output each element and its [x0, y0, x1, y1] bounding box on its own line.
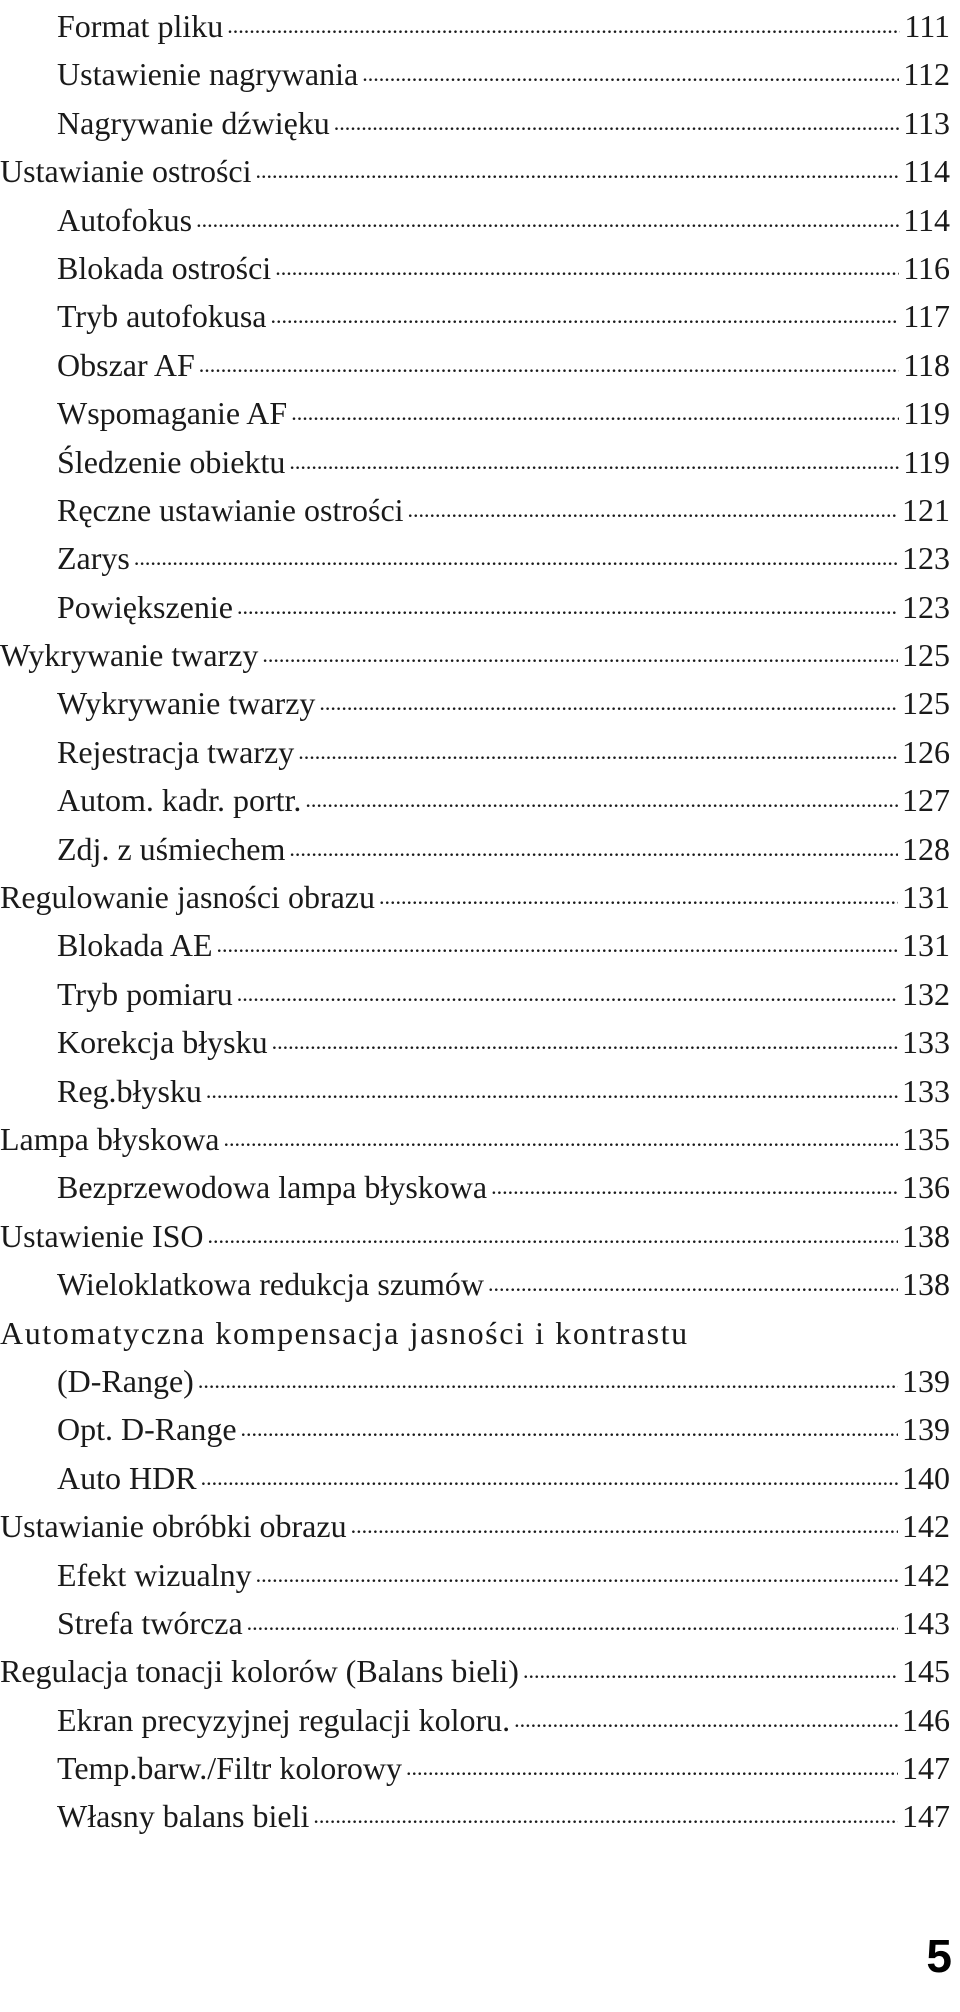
- toc-entry: [0, 1309, 960, 1357]
- toc-entry-page-number: 145: [902, 1653, 950, 1690]
- dot-leader: [241, 1408, 898, 1440]
- toc-entry-title: Regulacja tonacji kolorów (Balans bieli): [0, 1653, 519, 1690]
- dot-leader: [199, 344, 899, 376]
- toc-entry-row: [57, 1405, 950, 1453]
- dot-leader: [408, 489, 898, 521]
- toc-entry-row: [57, 50, 950, 98]
- toc-entry-title: Powiększenie: [57, 588, 233, 625]
- toc-entry-page-number: 131: [902, 927, 950, 964]
- toc-entry-page-number: 125: [902, 637, 950, 674]
- toc-entry-title: Opt. D-Range: [57, 1411, 237, 1448]
- table-of-contents: [0, 2, 960, 1841]
- toc-entry-page-number: 121: [902, 491, 950, 528]
- toc-entry-page-number: 118: [903, 346, 950, 383]
- toc-entry: [0, 728, 960, 776]
- toc-entry: [0, 1067, 960, 1115]
- toc-entry-title: Własny balans bieli: [57, 1798, 310, 1835]
- toc-entry: [0, 1551, 960, 1599]
- toc-entry-title: Śledzenie obiektu: [57, 443, 286, 480]
- toc-entry: [0, 196, 960, 244]
- toc-entry-title: Wykrywanie twarzy: [57, 685, 316, 722]
- toc-entry: [0, 147, 960, 195]
- toc-entry-page-number: 147: [902, 1798, 950, 1835]
- toc-entry-row: [0, 1115, 950, 1163]
- toc-entry-page-number: 114: [903, 201, 950, 238]
- toc-entry-page-number: 138: [902, 1266, 950, 1303]
- dot-leader: [313, 1795, 898, 1827]
- toc-entry-row: [57, 728, 950, 776]
- toc-entry-row: [57, 921, 950, 969]
- toc-entry-row: [0, 147, 950, 195]
- toc-entry-title: Ustawienie ISO: [0, 1217, 204, 1254]
- toc-entry-page-number: 140: [902, 1459, 950, 1496]
- dot-leader: [289, 828, 898, 860]
- toc-entry: [0, 99, 960, 147]
- toc-entry-row: [0, 1212, 950, 1260]
- toc-entry: [0, 534, 960, 582]
- toc-entry: [0, 341, 960, 389]
- toc-entry-page-number: 147: [902, 1750, 950, 1787]
- toc-entry-row: [57, 1260, 950, 1308]
- toc-entry: [0, 776, 960, 824]
- dot-leader: [256, 1554, 898, 1586]
- dot-leader: [256, 150, 900, 182]
- toc-entry-row: [57, 1357, 950, 1405]
- toc-entry-title: Tryb autofokusa: [57, 298, 267, 335]
- toc-entry-title: Bezprzewodowa lampa błyskowa: [57, 1169, 488, 1206]
- dot-leader: [196, 199, 899, 231]
- dot-leader: [206, 1070, 898, 1102]
- toc-entry-row: [57, 1018, 950, 1066]
- toc-entry-title: Autofokus: [57, 201, 193, 238]
- toc-entry-title: Ustawianie ostrości: [0, 153, 252, 190]
- toc-entry-page-number: 133: [902, 1072, 950, 1109]
- toc-entry-page-number: 132: [902, 975, 950, 1012]
- dot-leader: [201, 1457, 898, 1489]
- toc-entry-page-number: 136: [902, 1169, 950, 1206]
- toc-entry-row: [57, 2, 950, 50]
- toc-entry-title: Zarys: [57, 540, 130, 577]
- toc-entry-page-number: 119: [903, 395, 950, 432]
- dot-leader: [488, 1263, 898, 1295]
- toc-entry: [0, 1212, 960, 1260]
- toc-entry-title: Korekcja błysku: [57, 1024, 268, 1061]
- dot-leader: [262, 634, 898, 666]
- toc-entry-row: [57, 1454, 950, 1502]
- toc-entry: [0, 389, 960, 437]
- toc-entry-page-number: 125: [902, 685, 950, 722]
- toc-entry-title: Lampa błyskowa: [0, 1120, 220, 1157]
- toc-entry-row: [57, 196, 950, 244]
- toc-entry: [0, 1744, 960, 1792]
- toc-entry-title: Temp.barw./Filtr kolorowy: [57, 1750, 402, 1787]
- toc-entry: [0, 1696, 960, 1744]
- toc-entry: [0, 1260, 960, 1308]
- toc-entry-title: (D-Range): [57, 1362, 194, 1399]
- toc-entry: [0, 825, 960, 873]
- toc-entry-row: [57, 1744, 950, 1792]
- toc-entry-row: [57, 244, 950, 292]
- toc-entry-title: Automatyczna kompensacja jasności i kontrastu: [0, 1314, 689, 1351]
- dot-leader: [134, 537, 898, 569]
- toc-entry: [0, 1599, 960, 1647]
- toc-entry-title: Strefa twórcza: [57, 1604, 243, 1641]
- toc-entry-row: [57, 776, 950, 824]
- toc-entry-title: Efekt wizualny: [57, 1556, 252, 1593]
- toc-entry-row: [0, 873, 950, 921]
- toc-entry-row: [57, 534, 950, 582]
- toc-entry-row: [57, 1792, 950, 1840]
- toc-entry-page-number: 113: [903, 104, 950, 141]
- toc-entry: [0, 921, 960, 969]
- toc-entry-title: Auto HDR: [57, 1459, 197, 1496]
- toc-entry-row: [57, 679, 950, 727]
- toc-entry-title: Blokada AE: [57, 927, 213, 964]
- toc-entry-title: Autom. kadr. portr.: [57, 782, 302, 819]
- toc-entry-page-number: 128: [902, 830, 950, 867]
- dot-leader: [227, 5, 900, 37]
- toc-entry-row: [0, 1647, 950, 1695]
- toc-entry: [0, 1357, 960, 1405]
- toc-entry-page-number: 139: [902, 1362, 950, 1399]
- toc-entry-title: Wspomaganie AF: [57, 395, 288, 432]
- toc-entry-row: [57, 292, 950, 340]
- dot-leader: [270, 295, 899, 327]
- toc-entry-page-number: 114: [903, 153, 950, 190]
- toc-entry: [0, 1647, 960, 1695]
- toc-entry-title: Ręczne ustawianie ostrości: [57, 491, 404, 528]
- dot-leader: [491, 1166, 898, 1198]
- toc-entry-page-number: 146: [902, 1701, 950, 1738]
- toc-entry-page-number: 133: [902, 1024, 950, 1061]
- dot-leader: [523, 1650, 898, 1682]
- toc-entry-row: [57, 341, 950, 389]
- toc-entry: [0, 873, 960, 921]
- toc-entry-title: Blokada ostrości: [57, 249, 272, 286]
- toc-entry-row: [57, 583, 950, 631]
- dot-leader: [275, 247, 899, 279]
- dot-leader: [351, 1505, 898, 1537]
- toc-entry-page-number: 112: [903, 56, 950, 93]
- toc-entry-row: [0, 1502, 950, 1550]
- toc-entry-title: Nagrywanie dźwięku: [57, 104, 330, 141]
- toc-entry: [0, 1454, 960, 1502]
- toc-entry-row: [57, 1551, 950, 1599]
- toc-entry: [0, 244, 960, 292]
- toc-entry-page-number: 117: [903, 298, 950, 335]
- toc-entry-page-number: 127: [902, 782, 950, 819]
- toc-entry-row: [57, 486, 950, 534]
- dot-leader: [198, 1360, 898, 1392]
- toc-entry-title: Regulowanie jasności obrazu: [0, 879, 375, 916]
- toc-entry-page-number: 119: [903, 443, 950, 480]
- toc-entry-page-number: 139: [902, 1411, 950, 1448]
- toc-entry-page-number: 126: [902, 733, 950, 770]
- toc-entry: [0, 50, 960, 98]
- toc-entry: [0, 1405, 960, 1453]
- toc-entry-title: Wykrywanie twarzy: [0, 637, 259, 674]
- dot-leader: [305, 779, 898, 811]
- toc-entry-row: [0, 1309, 950, 1357]
- toc-entry-row: [57, 99, 950, 147]
- toc-entry-page-number: 143: [902, 1604, 950, 1641]
- toc-entry-title: Zdj. z uśmiechem: [57, 830, 286, 867]
- toc-entry: [0, 631, 960, 679]
- dot-leader: [217, 924, 898, 956]
- toc-entry-title: Tryb pomiaru: [57, 975, 233, 1012]
- toc-entry-page-number: 138: [902, 1217, 950, 1254]
- toc-entry-title: Ekran precyzyjnej regulacji koloru.: [57, 1701, 511, 1738]
- dot-leader: [379, 876, 898, 908]
- dot-leader: [237, 973, 898, 1005]
- dot-leader: [289, 441, 899, 473]
- toc-entry-title: Ustawienie nagrywania: [57, 56, 359, 93]
- dot-leader: [362, 53, 899, 85]
- toc-entry-page-number: 111: [904, 8, 950, 44]
- dot-leader: [406, 1747, 898, 1779]
- toc-entry-row: [57, 1599, 950, 1647]
- toc-entry: [0, 1792, 960, 1840]
- toc-entry-row: [57, 825, 950, 873]
- toc-entry-row: [0, 631, 950, 679]
- toc-entry: [0, 583, 960, 631]
- dot-leader: [208, 1215, 898, 1247]
- dot-leader: [237, 586, 898, 618]
- toc-entry-title: Wieloklatkowa redukcja szumów: [57, 1266, 485, 1303]
- dot-leader: [319, 682, 898, 714]
- dot-leader: [514, 1699, 898, 1731]
- toc-entry: [0, 1018, 960, 1066]
- toc-entry: [0, 679, 960, 727]
- toc-entry-title: Rejestracja twarzy: [57, 733, 295, 770]
- toc-entry-row: [57, 1696, 950, 1744]
- toc-entry-page-number: 123: [902, 588, 950, 625]
- toc-entry-page-number: 142: [902, 1508, 950, 1545]
- toc-entry: [0, 1115, 960, 1163]
- toc-entry: [0, 2, 960, 50]
- dot-leader: [224, 1118, 899, 1150]
- toc-entry-title: Obszar AF: [57, 346, 195, 383]
- toc-entry-title: Format pliku: [57, 8, 224, 44]
- toc-entry-row: [57, 438, 950, 486]
- dot-leader: [272, 1021, 898, 1053]
- toc-entry: [0, 438, 960, 486]
- toc-entry: [0, 1502, 960, 1550]
- toc-entry-page-number: 142: [902, 1556, 950, 1593]
- dot-leader: [291, 392, 899, 424]
- toc-entry: [0, 486, 960, 534]
- dot-leader: [247, 1602, 898, 1634]
- dot-leader: [298, 731, 898, 763]
- toc-entry-row: [57, 389, 950, 437]
- toc-entry-page-number: 131: [902, 879, 950, 916]
- toc-entry-title: Ustawianie obróbki obrazu: [0, 1508, 347, 1545]
- toc-entry-page-number: 135: [902, 1120, 950, 1157]
- toc-entry-title: Reg.błysku: [57, 1072, 202, 1109]
- toc-entry-page-number: 123: [902, 540, 950, 577]
- page-number: 5: [926, 1930, 952, 1982]
- toc-entry-row: [57, 1163, 950, 1211]
- toc-entry-row: [57, 970, 950, 1018]
- toc-entry: [0, 1163, 960, 1211]
- toc-entry: [0, 292, 960, 340]
- toc-entry-row: [57, 1067, 950, 1115]
- dot-leader: [334, 102, 899, 134]
- toc-entry-page-number: 116: [903, 249, 950, 286]
- toc-entry: [0, 970, 960, 1018]
